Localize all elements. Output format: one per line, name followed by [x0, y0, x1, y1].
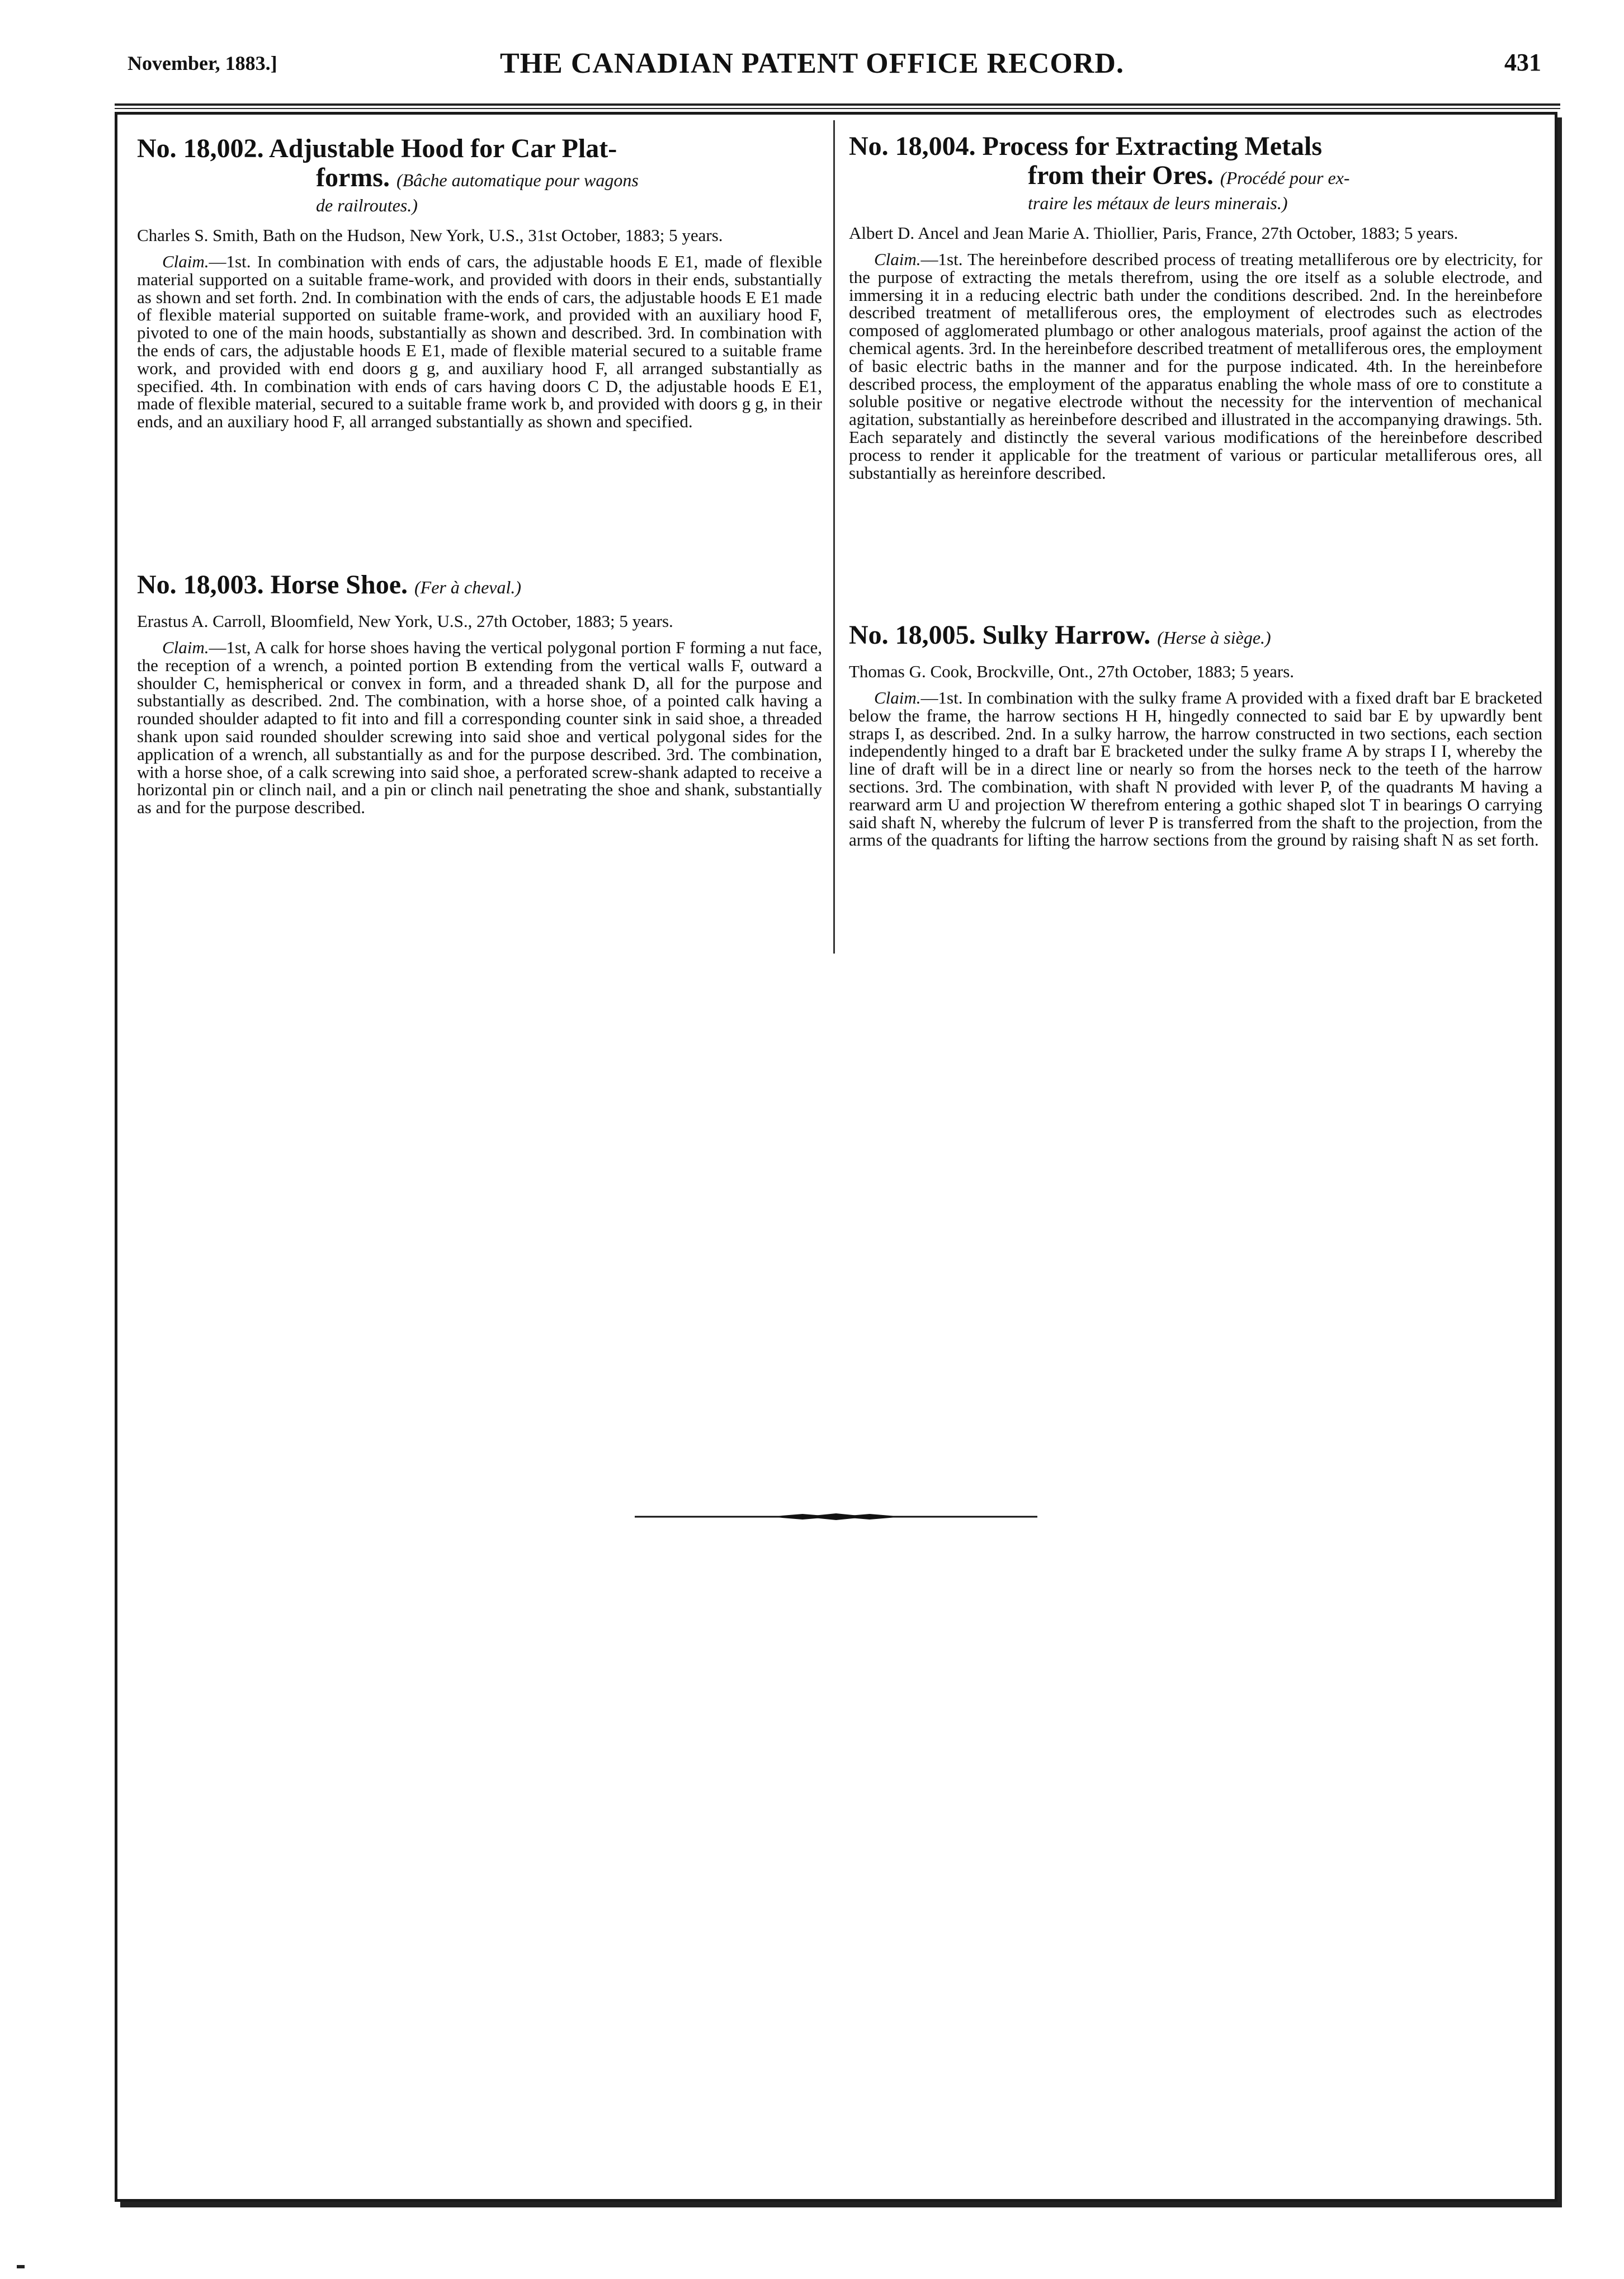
header-rule-thin	[115, 108, 1560, 109]
claim-text: —1st. In combination with the sulky frame A provided with a fixed draft bar E bracketed below the frame, the harrow sections H H, hingedly connected to said bar E by upwardly bent straps I, as described. 2nd. In a sulky harrow, the harrow constructed in two sections, each section independently hinged to a draft bar E bracketed under the sulky frame A by straps I I, whereby the line of draft will be in a direct line or nearly so from the horses neck to the teeth of the harrow sections. 3rd. The combination, with shaft N provided with lever P, of the quadrants M having a rearward arm U and projection W therefrom entering a gothic shaped slot T in bearings O carrying said shaft N, whereby the fulcrum of lever P is transferred from the shaft to the projection, from the arms of the quadrants for lifting the harrow sections from the ground by raising shaft N as set forth.	[849, 688, 1542, 850]
claim-label: Claim.	[162, 638, 209, 657]
entry-french-title-cont: de railroutes.)	[316, 195, 418, 215]
entry-title: Sulky Harrow.	[982, 620, 1151, 650]
entry-title-cont: from their Ores. (Procédé pour ex-	[1028, 161, 1350, 190]
claim-text: —1st. The hereinbefore described process of treating metalliferous ore by electricity, for the purpose of extracting the metals therefrom, using the ore itself as a soluble electrode, and immersing it in a reducing electric bath under the conditions described. 2nd. In the hereinbefore described treatment of metalliferous ores, the employment of electrodes such as electrodes composed of agglomerated plumbago or other analogous materials, proof against the action of the chemical agents. 3rd. In the hereinbefore described treatment of metalliferous ores, the employment of basic electric baths in the manner and for the purpose indicated. 4th. In the hereinbefore described process, the employment of the apparatus enabling the whole mass of ore to constitute a soluble positive or negative electrode without the necessity for the intervention of mechanical agitation, substantially as hereinbefore described and illustrated in the accompanying drawings. 5th. Each separately and distinctly the several various modifications of the hereinbefore described process to render it applicable for the treatment of various or particular metalliferous ores, all substantially as hereinfore described.	[849, 249, 1542, 483]
entry-title: Horse Shoe.	[270, 570, 408, 600]
entry-claim	[849, 689, 1542, 849]
claim-text: —1st. In combination with ends of cars, the adjustable hoods E E1, made of flexible material supported on a suitable frame-work, and provided with doors in their ends, substantially as shown and set forth. 2nd. In combination with the ends of cars, the adjustable hoods E E1 made of flexible material supported on suitable frame-work, and provided with an auxiliary hood F, pivoted to one of the main hoods, substantially as shown and described. 3rd. In combination with the ends of cars, the adjustable hoods E E1, made of flexible material secured to a suitable frame work, and provided with end doors g g, and auxiliary hood F, all arranged substantially as specified. 4th. In combination with ends of cars having doors C D, the adjustable hoods E E1, made of flexible material, secured to a suitable frame work b, and provided with doors g g, in their ends, and an auxiliary hood F, all arranged substantially as shown and specified.	[137, 252, 822, 432]
entry-french-title-cont: traire les métaux de leurs minerais.)	[1028, 193, 1288, 213]
claim-label: Claim.	[874, 249, 921, 269]
patent-entry-18004	[849, 132, 1542, 482]
end-ornament-icon	[635, 1512, 1037, 1521]
entry-claim	[849, 251, 1542, 482]
entry-inventor: Albert D. Ancel and Jean Marie A. Thiollier, Paris, France, 27th October, 1883; 5 years.	[849, 223, 1458, 243]
entry-inventor: Thomas G. Cook, Brockville, Ont., 27th October, 1883; 5 years.	[849, 662, 1295, 681]
entry-french-title: (Bâche automatique pour wagons	[396, 170, 639, 190]
entry-heading	[849, 621, 1542, 652]
entry-number: No. 18,002.	[137, 134, 264, 163]
entry-title: Process for Extracting Metals	[982, 131, 1323, 161]
entry-title: Adjustable Hood for Car Plat-	[269, 134, 617, 163]
entry-title-cont: forms. (Bâche automatique pour wagons	[316, 163, 639, 192]
page-number: 431	[1504, 49, 1541, 76]
entry-number: No. 18,005.	[849, 620, 976, 650]
column-divider	[833, 120, 835, 954]
patent-entry-18002	[137, 134, 822, 431]
patent-entry-18003	[137, 570, 822, 817]
entry-inventor: Erastus A. Carroll, Bloomfield, New York, U.S., 27th October, 1883; 5 years.	[137, 611, 673, 631]
entry-claim	[137, 253, 822, 431]
entry-heading	[137, 570, 822, 602]
entry-french-title: (Herse à siège.)	[1157, 627, 1271, 648]
entry-claim	[137, 639, 822, 817]
claim-label: Claim.	[162, 252, 209, 271]
header-date: November, 1883.]	[128, 52, 277, 74]
entry-heading	[137, 134, 822, 216]
page-title: THE CANADIAN PATENT OFFICE RECORD.	[500, 48, 1124, 79]
claim-label: Claim.	[874, 688, 921, 707]
page-frame-shadow-bottom	[120, 2202, 1562, 2207]
entry-french-title: (Fer à cheval.)	[414, 577, 522, 597]
header-rule	[115, 103, 1560, 106]
entry-inventor: Charles S. Smith, Bath on the Hudson, New York, U.S., 31st October, 1883; 5 years.	[137, 225, 723, 245]
page-frame-shadow-right	[1557, 117, 1562, 2206]
entry-heading	[849, 132, 1542, 214]
page-corner-mark	[17, 2265, 25, 2268]
claim-text: —1st, A calk for horse shoes having the vertical polygonal portion F forming a nut face, the reception of a wrench, a pointed portion B extending from the vertical walls F, outward a shoulder C, hemispherical or convex in form, and a threaded shank D, all for the purpose and substantially as described. 2nd. The combination, with a horse shoe, of a pointed calk having a rounded shoulder adapted to fit into and fill a corresponding counter sink in said shoe, a threaded shank upon said rounded shoulder screwing into said shoe and vertical polygonal sides for the application of a wrench, all substantially as and for the purpose described. 3rd. The combination, with a horse shoe, of a calk screwing into said shoe, a perforated screw-shank adapted to receive a horizontal pin or clinch nail, and a pin or clinch nail penetrating the shoe and shank, substantially as and for the purpose described.	[137, 638, 822, 818]
patent-entry-18005	[849, 621, 1542, 849]
entry-number: No. 18,004.	[849, 131, 976, 161]
entry-french-title: (Procédé pour ex-	[1220, 168, 1350, 188]
entry-number: No. 18,003.	[137, 570, 264, 600]
